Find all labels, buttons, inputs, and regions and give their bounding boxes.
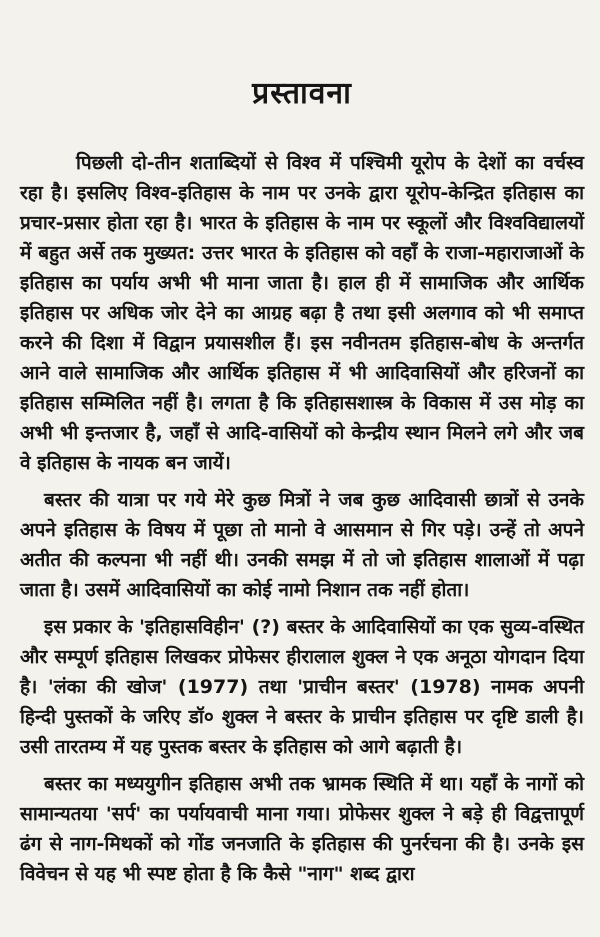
paragraph-2: बस्तर की यात्रा पर गये मेरे कुछ मित्रों ने जब कुछ आदिवासी छात्रों से उनके अपने इतिहास के विषय में पूछा तो मानो वे आसमान से गिर पड़े। उन्हें तो अपने अतीत की कल्पना भी नहीं थी। उनकी समझ में तो जो इतिहास शालाओं में पढ़ा जाता है। उसमें आदिवासियों का कोई नामो निशान तक नहीं होता। bbox=[20, 489, 584, 601]
page-title: प्रस्तावना bbox=[252, 76, 352, 111]
body-text bbox=[20, 148, 584, 889]
paragraph-4: बस्तर का मध्ययुगीन इतिहास अभी तक भ्रामक स्थिति में था। यहाँ के नागों को सामान्यतया 'सर्प' का पर्यायवाची माना गया। प्रोफेसर शुक्ल ने बड़े ही विद्वत्तापूर्ण ढंग से नाग-मिथकों को गोंड जनजाति के इतिहास की पुनर्रचना की है। उनके इस विवेचन से यह भी स्पष्ट होता है कि कैसे "नाग" शब्द द्वारा bbox=[20, 773, 584, 885]
paragraph-1: पिछली दो-तीन शताब्दियों से विश्व में पश्चिमी यूरोप के देशों का वर्चस्व रहा है। इसलिए विश्व-इतिहास के नाम पर उनके द्वारा यूरोप-केन्द्रित इतिहास का प्रचार-प्रसार होता रहा है। भारत के इतिहास के नाम पर स्कूलों और विश्वविद्यालयों में बहुत अर्से तक मुख्यत: उत्तर भारत के इतिहास को वहाँ के राजा-महाराजाओं के इतिहास का पर्याय अभी भी माना जाता है। हाल ही में सामाजिक और आर्थिक इतिहास पर अधिक जोर देने का आग्रह बढ़ा है तथा इसी अलगाव को भी समाप्त करने की दिशा में विद्वान प्रयासशील हैं। इस नवीनतम इतिहास-बोध के अन्तर्गत आने वाले सामाजिक और आर्थिक इतिहास में भी आदिवासियों और हरिजनों का इतिहास सम्मिलित नहीं है। लगता है कि इतिहासशास्त्र के विकास में उस मोड़ का अभी भी इन्तजार है, जहाँ से आदि-वासियों को केन्द्रीय स्थान मिलने लगे और जब वे इतिहास के नायक बन जायें। bbox=[20, 152, 584, 474]
paragraph-3: इस प्रकार के 'इतिहासविहीन' (?) बस्तर के आदिवासियों का एक सुव्य-वस्थित और सम्पूर्ण इतिहास लिखकर प्रोफेसर हीरालाल शुक्ल ने एक अनूठा योगदान दिया है। 'लंका की खोज' (1977) तथा 'प्राचीन बस्तर' (1978) नामक अपनी हिन्दी पुस्तकों के जरिए डॉ० शुक्ल ने बस्तर के प्राचीन इतिहास पर दृष्टि डाली है। उसी तारतम्य में यह पुस्तक बस्तर के इतिहास को आगे बढ़ाती है। bbox=[20, 616, 584, 758]
